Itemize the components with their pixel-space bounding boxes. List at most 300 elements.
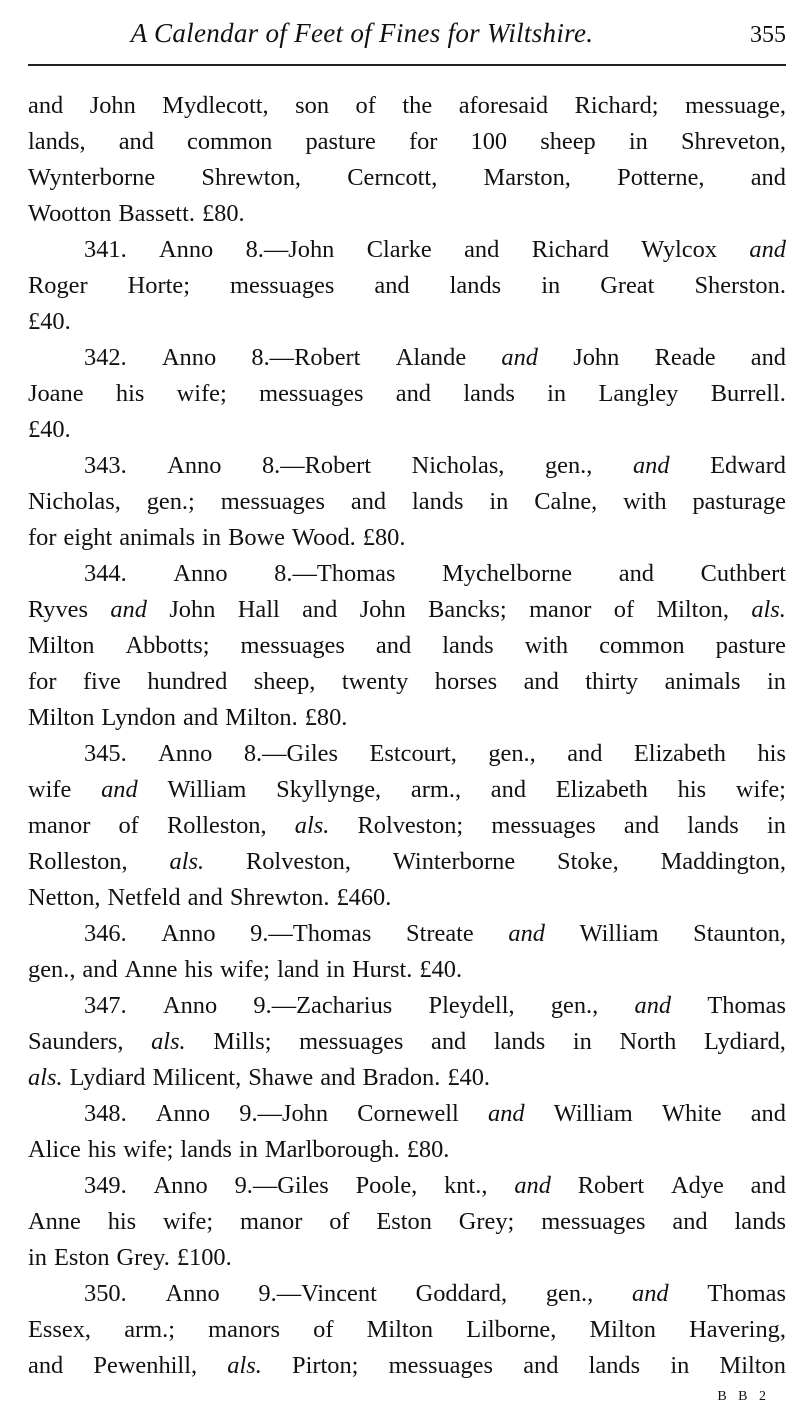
word: Shawe bbox=[248, 1064, 314, 1091]
word: £80. bbox=[201, 200, 245, 227]
word: and bbox=[749, 236, 786, 263]
word: in bbox=[572, 1028, 592, 1055]
word: in bbox=[766, 668, 786, 695]
word: manor bbox=[28, 812, 91, 839]
word: Estcourt, bbox=[369, 740, 457, 767]
word: £100. bbox=[176, 1244, 232, 1271]
word: 100 bbox=[470, 128, 508, 155]
text-line bbox=[28, 304, 786, 340]
page-number: 355 bbox=[750, 22, 786, 48]
text-line bbox=[28, 592, 786, 628]
word: Wylcox bbox=[641, 236, 718, 263]
word: lands bbox=[687, 812, 739, 839]
word: in bbox=[238, 1136, 258, 1163]
word: gen., bbox=[545, 1280, 594, 1307]
word: son bbox=[295, 92, 330, 119]
word: gen., bbox=[28, 956, 76, 983]
word: messuages bbox=[259, 380, 364, 407]
word: Lydiard bbox=[69, 1064, 146, 1091]
word: Elizabeth bbox=[555, 776, 648, 803]
word: and bbox=[82, 956, 118, 983]
word: Anno bbox=[162, 992, 218, 1019]
word: of bbox=[613, 596, 635, 623]
word: Shrewton. bbox=[229, 884, 330, 911]
word: pasturage bbox=[692, 488, 786, 515]
word: Mychelborne bbox=[442, 560, 573, 587]
word: and bbox=[514, 1172, 551, 1199]
word: manor bbox=[240, 1208, 303, 1235]
word: 8.—John bbox=[245, 236, 335, 263]
word: aforesaid bbox=[458, 92, 549, 119]
word: his bbox=[107, 1208, 137, 1235]
word: 8.—Giles bbox=[243, 740, 338, 767]
word: and bbox=[302, 596, 338, 623]
word: and bbox=[632, 452, 670, 479]
word: in bbox=[547, 380, 567, 407]
word: Robert bbox=[577, 1172, 645, 1199]
word: common bbox=[599, 632, 685, 659]
word: Reade bbox=[654, 344, 716, 371]
word: £80. bbox=[362, 524, 406, 551]
word: and bbox=[395, 380, 431, 407]
word: Nicholas, bbox=[28, 488, 121, 515]
word: messuages bbox=[491, 812, 596, 839]
calendar-entries bbox=[28, 88, 786, 1384]
word: arm.; bbox=[124, 1316, 175, 1343]
word: and bbox=[750, 1172, 786, 1199]
word: for bbox=[28, 668, 57, 695]
word: John bbox=[89, 92, 136, 119]
header-rule bbox=[28, 64, 786, 66]
word: animals bbox=[664, 668, 741, 695]
word: White bbox=[661, 1100, 722, 1127]
word: Grey. bbox=[116, 1244, 170, 1271]
word: with bbox=[623, 488, 667, 515]
word: 345. bbox=[84, 740, 127, 767]
word: Anno bbox=[158, 740, 213, 767]
word: Rolveston; bbox=[357, 812, 464, 839]
word: Wood. bbox=[292, 524, 356, 551]
word: twenty bbox=[341, 668, 409, 695]
word: messuage, bbox=[685, 92, 786, 119]
word: in bbox=[489, 488, 509, 515]
text-line bbox=[28, 1312, 786, 1348]
word: Thomas bbox=[707, 992, 786, 1019]
text-line bbox=[28, 1204, 786, 1240]
word: his bbox=[677, 776, 707, 803]
word: Lydiard, bbox=[703, 1028, 786, 1055]
word: 9.—John bbox=[239, 1100, 329, 1127]
word: Nicholas, bbox=[411, 452, 505, 479]
word: Burrell. bbox=[710, 380, 786, 407]
text-line bbox=[28, 232, 786, 268]
signature-mark: B B 2 bbox=[717, 1389, 770, 1404]
word: Edward bbox=[710, 452, 786, 479]
text-line bbox=[28, 160, 786, 196]
word: Streate bbox=[406, 920, 474, 947]
word: Cornewell bbox=[357, 1100, 459, 1127]
word: Hurst. bbox=[352, 956, 413, 983]
word: wife; bbox=[123, 1136, 174, 1163]
word: Havering, bbox=[689, 1316, 786, 1343]
word: arm., bbox=[410, 776, 462, 803]
word: of bbox=[355, 92, 376, 119]
text-line bbox=[28, 448, 786, 484]
word: his bbox=[115, 380, 145, 407]
text-line bbox=[28, 124, 786, 160]
word: messuages bbox=[230, 272, 335, 299]
word: Skyllynge, bbox=[276, 776, 382, 803]
word: in bbox=[541, 272, 561, 299]
word: 347. bbox=[84, 992, 127, 1019]
word: 8.—Robert bbox=[251, 344, 361, 371]
text-line bbox=[28, 880, 786, 916]
word: £80. bbox=[406, 1136, 450, 1163]
word: Richard bbox=[531, 236, 609, 263]
word: gen., bbox=[544, 452, 593, 479]
word: wife; bbox=[176, 380, 227, 407]
word: Wynterborne bbox=[28, 164, 156, 191]
word: als. bbox=[151, 1028, 186, 1055]
word: John bbox=[573, 344, 620, 371]
word: Netfeld bbox=[107, 884, 181, 911]
word: Lyndon bbox=[101, 704, 176, 731]
text-line bbox=[28, 196, 786, 232]
word: and bbox=[523, 668, 559, 695]
word: Eston bbox=[376, 1208, 432, 1235]
word: Marston, bbox=[483, 164, 571, 191]
word: and bbox=[501, 344, 538, 371]
text-line bbox=[28, 1348, 786, 1384]
word: with bbox=[524, 632, 569, 659]
word: William bbox=[553, 1100, 633, 1127]
word: Milton bbox=[28, 632, 95, 659]
word: Stoke, bbox=[557, 848, 619, 875]
text-line bbox=[28, 376, 786, 412]
word: John bbox=[169, 596, 216, 623]
text-line bbox=[28, 844, 786, 880]
word: Milton bbox=[589, 1316, 656, 1343]
word: 350. bbox=[84, 1280, 127, 1307]
word: 341. bbox=[84, 236, 127, 263]
text-line bbox=[28, 1276, 786, 1312]
word: Staunton, bbox=[693, 920, 786, 947]
word: Bassett. bbox=[118, 200, 195, 227]
word: in bbox=[766, 812, 786, 839]
word: 344. bbox=[84, 560, 127, 587]
text-line bbox=[28, 916, 786, 952]
word: Milton. bbox=[225, 704, 298, 731]
word: £40. bbox=[28, 416, 71, 443]
word: of bbox=[329, 1208, 350, 1235]
text-line bbox=[28, 808, 786, 844]
word: messuages bbox=[220, 488, 326, 515]
word: John bbox=[359, 596, 406, 623]
word: Rolleston, bbox=[28, 848, 128, 875]
word: Langley bbox=[598, 380, 679, 407]
word: 348. bbox=[84, 1100, 127, 1127]
word: and bbox=[523, 1352, 559, 1379]
word: horses bbox=[434, 668, 498, 695]
word: Goddard, bbox=[415, 1280, 508, 1307]
word: for bbox=[408, 128, 438, 155]
word: in bbox=[670, 1352, 690, 1379]
word: £460. bbox=[336, 884, 392, 911]
word: animals bbox=[119, 524, 196, 551]
word: 8.—Robert bbox=[261, 452, 372, 479]
word: and bbox=[490, 776, 527, 803]
word: Rolveston, bbox=[245, 848, 351, 875]
word: his bbox=[184, 956, 213, 983]
word: Mydlecott, bbox=[162, 92, 269, 119]
text-line bbox=[28, 952, 786, 988]
word: lands bbox=[463, 380, 515, 407]
word: and bbox=[374, 272, 410, 299]
word: sheep, bbox=[253, 668, 316, 695]
word: 343. bbox=[84, 452, 127, 479]
word: Alice bbox=[28, 1136, 81, 1163]
text-line bbox=[28, 736, 786, 772]
word: and bbox=[28, 92, 64, 119]
word: Anno bbox=[159, 236, 214, 263]
running-title: A Calendar of Feet of Fines for Wiltshire. bbox=[130, 18, 594, 48]
word: Grey; bbox=[458, 1208, 515, 1235]
word: and bbox=[672, 1208, 708, 1235]
word: and bbox=[182, 704, 219, 731]
word: messuages bbox=[240, 632, 345, 659]
word: 342. bbox=[84, 344, 127, 371]
word: and bbox=[110, 596, 147, 623]
word: Cuthbert bbox=[700, 560, 786, 587]
word: his bbox=[87, 1136, 117, 1163]
word: als. bbox=[227, 1352, 262, 1379]
word: Shrewton, bbox=[201, 164, 302, 191]
word: wife; bbox=[735, 776, 786, 803]
word: and bbox=[623, 812, 660, 839]
word: lands, bbox=[28, 128, 86, 155]
word: William bbox=[167, 776, 247, 803]
word: the bbox=[402, 92, 433, 119]
word: gen., bbox=[550, 992, 599, 1019]
page-header bbox=[28, 16, 786, 56]
word: and bbox=[750, 344, 786, 371]
word: wife bbox=[28, 776, 72, 803]
word: Clarke bbox=[366, 236, 432, 263]
word: Richard; bbox=[574, 92, 659, 119]
word: Poole, bbox=[355, 1172, 418, 1199]
word: Abbotts; bbox=[125, 632, 210, 659]
word: Maddington, bbox=[660, 848, 786, 875]
word: Eston bbox=[53, 1244, 110, 1271]
word: Mills; bbox=[213, 1028, 272, 1055]
text-line bbox=[28, 628, 786, 664]
word: Bradon. bbox=[362, 1064, 441, 1091]
word: manors bbox=[208, 1316, 280, 1343]
word: Anno bbox=[165, 1280, 220, 1307]
word: £80. bbox=[304, 704, 348, 731]
word: land bbox=[277, 956, 320, 983]
word: als. bbox=[294, 812, 330, 839]
text-line bbox=[28, 412, 786, 448]
word: lands bbox=[493, 1028, 546, 1055]
word: 9.—Zacharius bbox=[253, 992, 393, 1019]
word: Elizabeth bbox=[633, 740, 727, 767]
word: Pewenhill, bbox=[93, 1352, 198, 1379]
text-line bbox=[28, 340, 786, 376]
word: 9.—Thomas bbox=[250, 920, 372, 947]
word: and bbox=[634, 992, 672, 1019]
text-line bbox=[28, 1168, 786, 1204]
word: Milton bbox=[719, 1352, 786, 1379]
word: hundred bbox=[147, 668, 228, 695]
word: thirty bbox=[585, 668, 639, 695]
word: lands bbox=[734, 1208, 786, 1235]
word: messuages bbox=[388, 1352, 493, 1379]
word: sheep bbox=[540, 128, 596, 155]
word: Milton, bbox=[656, 596, 729, 623]
word: and bbox=[488, 1100, 525, 1127]
word: knt., bbox=[444, 1172, 488, 1199]
word: and bbox=[28, 1352, 64, 1379]
word: Shreveton, bbox=[680, 128, 786, 155]
text-line bbox=[28, 520, 786, 556]
text-line bbox=[28, 1060, 786, 1096]
word: Anno bbox=[173, 560, 228, 587]
word: and bbox=[618, 560, 654, 587]
word: 8.—Thomas bbox=[274, 560, 396, 587]
word: manor bbox=[529, 596, 592, 623]
word: of bbox=[118, 812, 139, 839]
word: als. bbox=[169, 848, 205, 875]
word: Hall bbox=[237, 596, 280, 623]
word: 9.—Giles bbox=[234, 1172, 329, 1199]
text-line bbox=[28, 556, 786, 592]
word: Wootton bbox=[28, 200, 112, 227]
word: in bbox=[202, 524, 222, 551]
word: and bbox=[750, 164, 786, 191]
word: Bowe bbox=[228, 524, 285, 551]
word: Saunders, bbox=[28, 1028, 124, 1055]
word: and bbox=[320, 1064, 356, 1091]
word: Anno bbox=[161, 344, 217, 371]
word: Netton, bbox=[28, 884, 101, 911]
word: gen.; bbox=[146, 488, 195, 515]
word: messuages bbox=[541, 1208, 646, 1235]
word: common bbox=[187, 128, 273, 155]
word: North bbox=[619, 1028, 677, 1055]
text-line bbox=[28, 1096, 786, 1132]
word: Essex, bbox=[28, 1316, 92, 1343]
word: and bbox=[464, 236, 500, 263]
word: and bbox=[375, 632, 412, 659]
word: Milton bbox=[28, 704, 95, 731]
word: and bbox=[750, 1100, 786, 1127]
text-line bbox=[28, 988, 786, 1024]
word: and bbox=[101, 776, 138, 803]
word: Milicent, bbox=[152, 1064, 242, 1091]
text-line bbox=[28, 484, 786, 520]
word: Cerncott, bbox=[347, 164, 438, 191]
word: Alande bbox=[395, 344, 467, 371]
word: Anne bbox=[124, 956, 178, 983]
word: five bbox=[82, 668, 121, 695]
word: and bbox=[508, 920, 545, 947]
word: Anno bbox=[155, 1100, 211, 1127]
word: Thomas bbox=[707, 1280, 786, 1307]
word: lands bbox=[180, 1136, 232, 1163]
word: Great bbox=[600, 272, 655, 299]
word: messuages bbox=[299, 1028, 404, 1055]
word: Calne, bbox=[534, 488, 598, 515]
word: Pirton; bbox=[292, 1352, 359, 1379]
word: Ryves bbox=[28, 596, 88, 623]
word: 9.—Vincent bbox=[258, 1280, 377, 1307]
word: pasture bbox=[305, 128, 376, 155]
word: £40. bbox=[28, 308, 71, 335]
word: and bbox=[567, 740, 603, 767]
word: Joane bbox=[28, 380, 84, 407]
word: Pleydell, bbox=[428, 992, 515, 1019]
word: in bbox=[628, 128, 648, 155]
text-line bbox=[28, 1240, 786, 1276]
word: William bbox=[579, 920, 659, 947]
word: Anno bbox=[167, 452, 222, 479]
word: Lilborne, bbox=[466, 1316, 557, 1343]
text-line bbox=[28, 1132, 786, 1168]
word: his bbox=[757, 740, 786, 767]
word: Roger bbox=[28, 272, 88, 299]
text-line bbox=[28, 664, 786, 700]
word: £40. bbox=[447, 1064, 491, 1091]
word: als. bbox=[751, 596, 786, 623]
word: Adye bbox=[670, 1172, 724, 1199]
word: and bbox=[118, 128, 154, 155]
word: 346. bbox=[84, 920, 127, 947]
word: pasture bbox=[715, 632, 786, 659]
text-line bbox=[28, 700, 786, 736]
text-line bbox=[28, 268, 786, 304]
word: lands bbox=[449, 272, 502, 299]
word: Rolleston, bbox=[166, 812, 267, 839]
word: and bbox=[350, 488, 387, 515]
word: Potterne, bbox=[617, 164, 705, 191]
word: Bancks; bbox=[428, 596, 507, 623]
word: £40. bbox=[419, 956, 463, 983]
word: Marlborough. bbox=[264, 1136, 400, 1163]
word: als. bbox=[28, 1064, 63, 1091]
word: Anne bbox=[28, 1208, 81, 1235]
word: 349. bbox=[84, 1172, 127, 1199]
word: Anno bbox=[161, 920, 216, 947]
text-line bbox=[28, 88, 786, 124]
word: for bbox=[28, 524, 57, 551]
word: Milton bbox=[366, 1316, 434, 1343]
word: and bbox=[632, 1280, 669, 1307]
word: and bbox=[431, 1028, 467, 1055]
word: gen., bbox=[488, 740, 536, 767]
word: Sherston. bbox=[694, 272, 786, 299]
word: Winterborne bbox=[392, 848, 516, 875]
text-line bbox=[28, 1024, 786, 1060]
word: eight bbox=[63, 524, 113, 551]
word: wife; bbox=[219, 956, 271, 983]
word: wife; bbox=[163, 1208, 214, 1235]
word: lands bbox=[588, 1352, 641, 1379]
text-line bbox=[28, 772, 786, 808]
word: of bbox=[313, 1316, 334, 1343]
word: in bbox=[28, 1244, 47, 1271]
word: lands bbox=[442, 632, 494, 659]
